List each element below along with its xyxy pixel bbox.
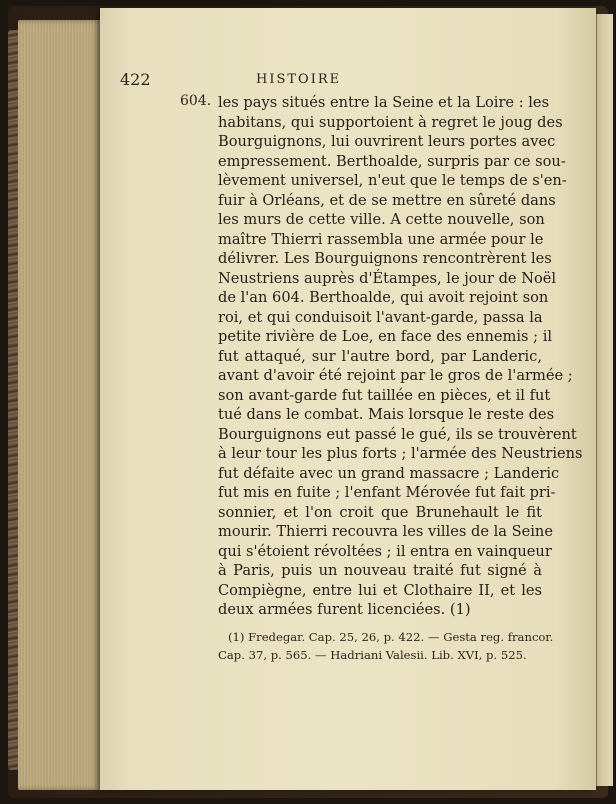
text-line: délivrer. Les Bourguignons rencontrèrent les [218,250,552,267]
footnote-line: (1) Fredegar. Cap. 25, 26, p. 422. — Gesta reg. francor. [228,630,554,644]
text-line: Bourguignons eut passé le gué, ils se trouvèrent [218,425,577,443]
page-number: 422 [120,70,151,89]
text-line: sonnier, et l'on croit que Brunehault le fit [218,503,542,521]
text-line: avant d'avoir été rejoint par le gros de l'armée ; [218,367,573,384]
text-line: Neustriens auprès d'Étampes, le jour de Noël [218,269,557,287]
text-line: habitans, qui supportoient à regret le joug des [218,113,563,131]
text-line: les murs de cette ville. A cette nouvelle, son [218,211,545,228]
text-line: maître Thierri rassembla une armée pour le [218,230,544,248]
text-line: qui s'étoient révoltées ; il entra en vainqueur [218,542,552,560]
text-line: roi, et qui conduisoit l'avant-garde, passa la [218,308,543,326]
text-line: à Paris, puis un nouveau traité fut signé à [218,562,542,579]
text-line: tué dans le combat. Mais lorsque le reste des [218,406,555,423]
text-line: deux armées furent licenciées. (1) [218,601,471,618]
footnotes [218,628,554,664]
body-text [218,93,583,620]
text-line: les pays situés entre la Seine et la Loire : les [218,94,550,111]
text-line: Bourguignons, lui ouvrirent leurs portes avec [218,133,556,150]
text-line: Compiègne, entre lui et Clothaire II, et les [218,581,542,599]
text-line: petite rivière de Loe, en face des ennemis ; il [218,328,553,345]
page-block-edges [18,20,102,790]
footnote-line: Cap. 37, p. 565. — Hadriani Valesii. Lib. XVI, p. 525. [218,648,527,662]
text-line: fut défaite avec un grand massacre ; Landeric [218,464,560,482]
text-line: à leur tour les plus forts ; l'armée des Neustriens [218,445,583,462]
margin-year: 604. [180,93,212,109]
page-header [120,70,560,92]
text-line: fuir à Orléans, et de se mettre en sûreté dans [218,191,556,209]
facing-page-edge [596,14,613,786]
text-line: lèvement universel, n'eut que le temps de s'en- [218,172,567,189]
text-line: empressement. Berthoalde, surpris par ce sou- [218,152,566,170]
text-line: fut attaqué, sur l'autre bord, par Landeric, [218,347,542,365]
running-title: HISTOIRE [256,72,342,87]
text-line: mourir. Thierri recouvra les villes de la Seine [218,523,553,540]
text-line: son avant-garde fut taillée en pièces, et il fut [218,386,551,404]
text-line: fut mis en fuite ; l'enfant Mérovée fut fait pri- [218,484,556,501]
text-line: de l'an 604. Berthoalde, qui avoit rejoint son [218,289,549,306]
